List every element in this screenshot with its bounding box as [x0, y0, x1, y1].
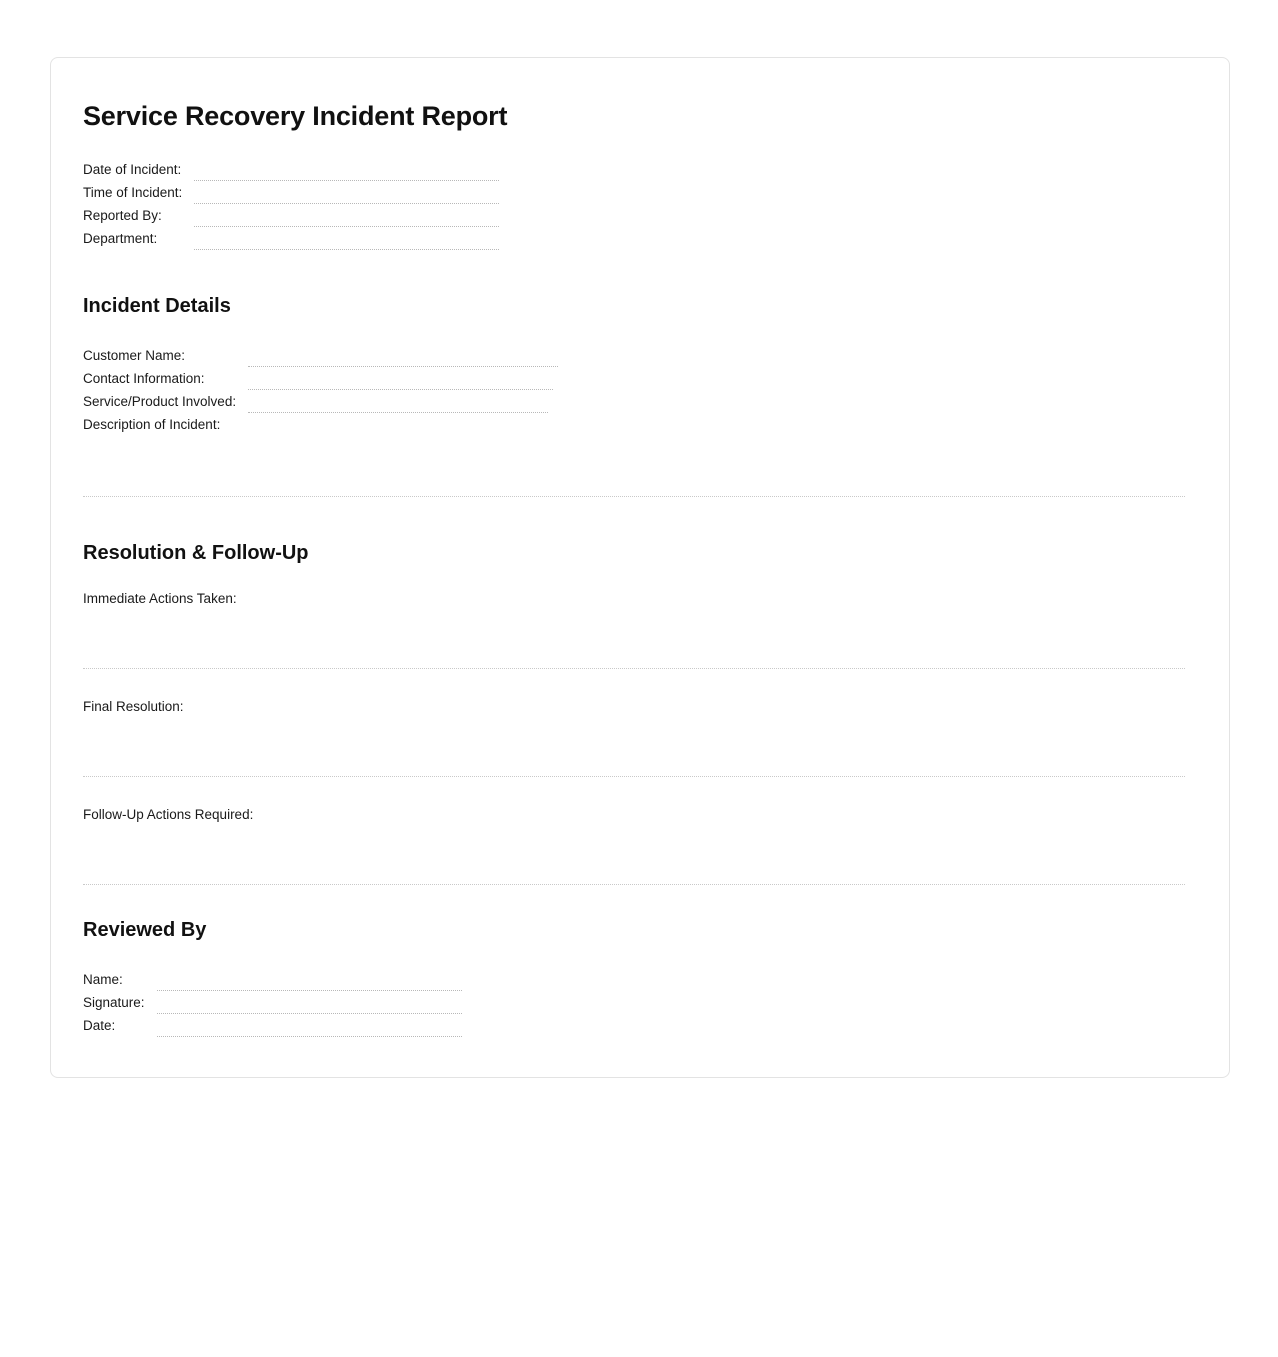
field-input-service-product-involved[interactable]: [248, 397, 548, 413]
field-input-date-of-incident[interactable]: [194, 165, 499, 181]
section-heading-resolution-follow-up: Resolution & Follow-Up: [83, 542, 309, 564]
field-label-reported-by: Reported By:: [83, 208, 162, 223]
resolution-fields: [83, 591, 1185, 885]
field-label-reviewer-signature: Signature:: [83, 995, 145, 1010]
field-input-follow-up-actions-required[interactable]: [83, 822, 1185, 884]
field-input-reviewer-signature[interactable]: [157, 998, 462, 1014]
field-label-customer-name: Customer Name:: [83, 348, 186, 363]
field-input-final-resolution[interactable]: [83, 714, 1185, 776]
document-page: [50, 57, 1230, 1078]
field-label-service-product-involved: Service/Product Involved:: [83, 394, 237, 409]
field-label-department: Department:: [83, 231, 158, 246]
field-label-time-of-incident: Time of Incident:: [83, 185, 183, 200]
field-input-reported-by[interactable]: [194, 211, 499, 227]
field-row-time-of-incident: [83, 181, 1185, 204]
field-label-reviewer-name: Name:: [83, 972, 123, 987]
field-row-customer-name: [83, 344, 1185, 367]
field-input-description-of-incident[interactable]: [83, 436, 1185, 496]
field-input-department[interactable]: [194, 234, 499, 250]
section-reviewed-by: [83, 919, 1185, 1037]
field-row-date-of-incident: [83, 158, 1185, 181]
field-label-description-of-incident: Description of Incident:: [83, 417, 221, 432]
field-label-follow-up-actions-required: Follow-Up Actions Required:: [83, 807, 254, 822]
field-input-customer-name[interactable]: [248, 351, 558, 367]
field-row-reported-by: [83, 204, 1185, 227]
field-label-date-of-incident: Date of Incident:: [83, 162, 182, 177]
field-input-reviewer-name[interactable]: [157, 975, 462, 991]
divider-description-of-incident: [83, 496, 1185, 497]
field-row-reviewer-name: [83, 968, 1185, 991]
divider-follow-up-actions-required: [83, 884, 1185, 885]
field-row-service-product-involved: [83, 390, 1185, 413]
field-label-reviewer-date: Date:: [83, 1018, 116, 1033]
section-resolution-follow-up: [83, 542, 1185, 885]
section-incident-details: [83, 295, 1185, 497]
field-label-final-resolution: Final Resolution:: [83, 699, 184, 714]
header-fields-group: [83, 158, 1185, 250]
field-input-contact-information[interactable]: [248, 374, 553, 390]
field-input-reviewer-date[interactable]: [157, 1021, 462, 1037]
field-row-contact-information: [83, 367, 1185, 390]
field-row-reviewer-signature: [83, 991, 1185, 1014]
reviewed-by-fields: [83, 968, 1185, 1037]
field-input-time-of-incident[interactable]: [194, 188, 499, 204]
field-label-immediate-actions-taken: Immediate Actions Taken:: [83, 591, 237, 606]
section-heading-incident-details: Incident Details: [83, 295, 231, 317]
field-row-reviewer-date: [83, 1014, 1185, 1037]
incident-details-fields: [83, 344, 1185, 497]
field-row-department: [83, 227, 1185, 250]
page-title: Service Recovery Incident Report: [83, 101, 508, 131]
field-row-description-of-incident: [83, 413, 1185, 436]
field-label-contact-information: Contact Information:: [83, 371, 205, 386]
field-input-immediate-actions-taken[interactable]: [83, 606, 1185, 668]
section-heading-reviewed-by: Reviewed By: [83, 919, 207, 941]
